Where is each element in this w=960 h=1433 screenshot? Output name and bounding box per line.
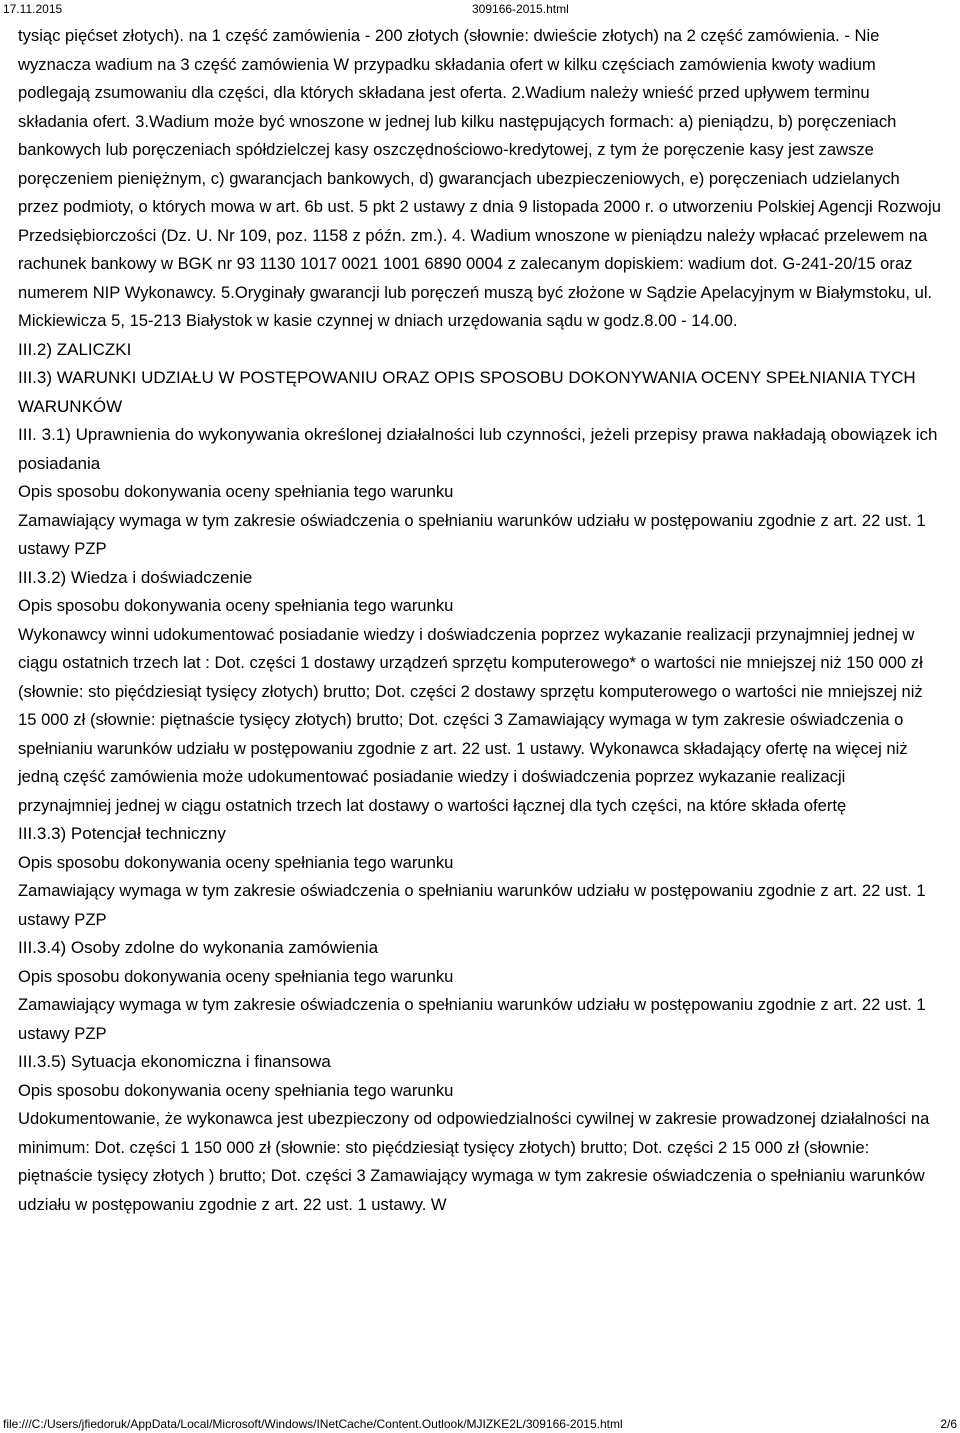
- condition-description: Udokumentowanie, że wykonawca jest ubezpieczony od odpowiedzialności cywilnej w zakresie prowadzonej działalności na minimum: Dot. części 1 150 000 zł (słownie: sto pięćdziesiąt tysięcy złotych) brutto; Dot. części 2 15 000 zł (słownie: piętnaście tysięcy złotych ) brutto; Dot. części 3 Zamawiający wymaga w tym zakresie oświadczenia o spełnianiu warunków udziału w postępowaniu zgodnie z art. 22 ust. 1 ustawy. W: [18, 1109, 930, 1214]
- condition-label: Opis sposobu dokonywania oceny spełniania tego warunku: [18, 1080, 454, 1100]
- print-date: 17.11.2015: [3, 2, 63, 16]
- document-content: [18, 22, 942, 1219]
- condition-description: Zamawiający wymaga w tym zakresie oświadczenia o spełnianiu warunków udziału w postępowaniu zgodnie z art. 22 ust. 1 ustawy PZP: [18, 510, 926, 558]
- subsection-heading: III.3.3) Potencjał techniczny: [18, 824, 226, 843]
- print-document-title: 309166-2015.html: [472, 2, 569, 16]
- subsection-heading: III. 3.1) Uprawnienia do wykonywania określonej działalności lub czynności, jeżeli przepisy prawa nakładają obowiązek ich posiadania: [18, 425, 938, 473]
- condition-label: Opis sposobu dokonywania oceny spełniania tego warunku: [18, 482, 454, 501]
- intro-paragraph: tysiąc pięćset złotych). na 1 część zamówienia - 200 złotych (słownie: dwieście złotych) na 2 część zamówienia. - Nie wyznacza wadium na 3 część zamówienia W przypadku składania ofert w kilku częściach zamówienia kwoty wadium podlegają zsumowaniu dla części, dla których składana jest oferta. 2.Wadium należy wnieść przed upływem terminu składania ofert. 3.Wadium może być wnoszone w jednej lub kilku następujących formach: a) pieniądzu, b) poręczeniach bankowych lub poręczeniach spółdzielczej kasy oszczędnościowo-kredytowej, z tym że poręczenie kasy jest zawsze poręczeniem pieniężnym, c) gwarancjach bankowych, d) gwarancjach ubezpieczeniowych, e) poręczeniach udzielanych przez podmioty, o których mowa w art. 6b ust. 5 pkt 2 ustawy z dnia 9 listopada 2000 r. o utworzeniu Polskiej Agencji Rozwoju Przedsiębiorczości (Dz. U. Nr 109, poz. 1158 z późn. zm.). 4. Wadium wnoszone w pieniądzu należy wpłacać przelewem na rachunek bankowy w BGK nr 93 1130 1017 0021 1001 6890 0004 z zalecanym dopiskiem: wadium dot. G-241-20/15 oraz numerem NIP Wykonawcy. 5.Oryginały gwarancji lub poręczeń muszą być złożone w Sądzie Apelacyjnym w Białymstoku, ul. Mickiewicza 5, 15-213 Białystok w kasie czynnej w dniach urzędowania sądu w godz.8.00 - 14.00.: [18, 26, 941, 330]
- subsection-heading: III.3.4) Osoby zdolne do wykonania zamówienia: [18, 938, 379, 957]
- subsection-heading: III.3.2) Wiedza i doświadczenie: [18, 567, 253, 587]
- page-number: 2/6: [940, 1417, 957, 1431]
- condition-description: Zamawiający wymaga w tym zakresie oświadczenia o spełnianiu warunków udziału w postępowaniu zgodnie z art. 22 ust. 1 ustawy PZP: [18, 995, 926, 1043]
- condition-description: Zamawiający wymaga w tym zakresie oświadczenia o spełnianiu warunków udziału w postępowaniu zgodnie z art. 22 ust. 1 ustawy PZP: [18, 881, 926, 929]
- condition-label: Opis sposobu dokonywania oceny spełniania tego warunku: [18, 596, 454, 615]
- condition-label: Opis sposobu dokonywania oceny spełniania tego warunku: [18, 966, 454, 986]
- subsection-osoby: [18, 934, 942, 1048]
- section-heading-zaliczki: III.2) ZALICZKI: [18, 339, 132, 359]
- condition-label: Opis sposobu dokonywania oceny spełniania tego warunku: [18, 852, 454, 872]
- subsection-sytuacja: [18, 1048, 942, 1219]
- condition-description: Wykonawcy winni udokumentować posiadanie wiedzy i doświadczenia poprzez wykazanie realizacji przynajmniej jednej w ciągu ostatnich trzech lat : Dot. części 1 dostawy urządzeń sprzętu komputerowego* o wartości nie mniejszej niż 150 000 zł (słownie: sto pięćdziesiąt tysięcy złotych) brutto; Dot. części 2 dostawy sprzętu komputerowego o wartości nie mniejszej niż 15 000 zł (słownie: piętnaście tysięcy złotych) brutto; Dot. części 3 Zamawiający wymaga w tym zakresie oświadczenia o spełnianiu warunków udziału w postępowaniu zgodnie z art. 22 ust. 1 ustawy. Wykonawca składający ofertę na więcej niż jedną część zamówienia może udokumentować posiadanie wiedzy i doświadczenia poprzez wykazanie realizacji przynajmniej jednej w ciągu ostatnich trzech lat dostawy o wartości łącznej dla tych części, na które składa ofertę: [18, 624, 923, 815]
- section-heading-warunki: III.3) WARUNKI UDZIAŁU W POSTĘPOWANIU ORAZ OPIS SPOSOBU DOKONYWANIA OCENY SPEŁNIANIA TYCH WARUNKÓW: [18, 368, 916, 416]
- subsection-uprawnienia: [18, 421, 942, 564]
- subsection-potencjal: [18, 820, 942, 934]
- print-header: [0, 2, 960, 16]
- file-path: file:///C:/Users/jfiedoruk/AppData/Local/Microsoft/Windows/INetCache/Content.Outlook/MJIZKE2L/309166-2015.html: [3, 1417, 623, 1431]
- subsection-wiedza: [18, 564, 942, 821]
- subsection-heading: III.3.5) Sytuacja ekonomiczna i finansowa: [18, 1052, 331, 1071]
- print-footer: [0, 1417, 960, 1431]
